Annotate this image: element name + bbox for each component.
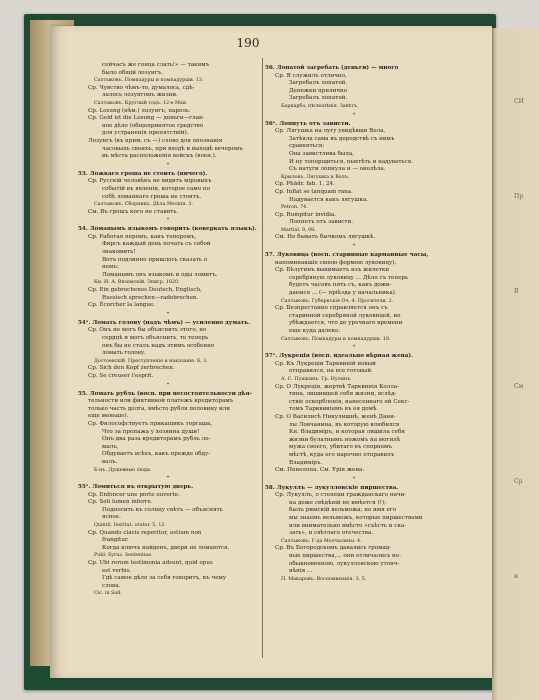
- citation-source: Cic. in Sall.: [94, 591, 122, 597]
- page-number: 190: [236, 36, 260, 50]
- entry-line: Онъ два раза кредиторамъ рубль ло-: [102, 436, 211, 443]
- entry-line: событій въ явленіи, которое само по: [102, 185, 210, 192]
- entry-line: Ср. Geld ist die Losung — деньги—глав-: [88, 115, 205, 122]
- entry-line: Ломанымъ онъ языкомъ и оды ломитъ.: [102, 271, 218, 278]
- entry-line: Лозунгъ (въ прим. съ —) слово для опознанія: [88, 137, 223, 144]
- entry-line: жизни булатнымъ ножомъ на могилѣ: [289, 436, 401, 443]
- entry-line: Ср. Enfoncer une porte ouverte.: [88, 491, 180, 498]
- entry-line: См. Не быватъ бычкомъ лягушкѣ.: [275, 234, 376, 241]
- citation-source: Салтыковъ. Губернскія Оч. 4. Просители. 2.: [281, 298, 394, 304]
- entry-line: Что за пропажа у хозяина души!: [102, 428, 200, 435]
- entry-line: est verbis.: [102, 567, 132, 574]
- entry-line: Загребалъ лопатой.: [289, 80, 348, 87]
- entry-line: Ср. Къ Лукреціи Тарквиній новый: [275, 360, 376, 367]
- entry-line: слова.: [102, 582, 121, 589]
- facing-page-fragment: См: [514, 383, 524, 390]
- entry-line: Ср. Ubi rerum testimonia adsunt, quid opus: [88, 560, 213, 567]
- entry-line: для устраненія препятствій).: [102, 130, 189, 137]
- separator-asterisk: *: [352, 344, 356, 351]
- facing-page-fragment: Пр: [514, 193, 524, 200]
- entry-line: Ср. Бѣлугинъ вынимаетъ изъ жилетки: [275, 267, 390, 274]
- separator-asterisk: *: [166, 217, 170, 224]
- entry-line: Ср. Работая перомъ, какъ топоромъ,: [88, 233, 197, 240]
- citation-source: Quintil. Institut. orator. 5, 12.: [94, 523, 166, 529]
- separator-asterisk: *: [166, 161, 170, 168]
- entry-line: немъ:: [102, 264, 119, 271]
- citation-source: Салтыковъ. Помпадуры и помпадурши. 13.: [94, 78, 204, 84]
- entry-line: Надувается какъ лягушка.: [289, 196, 369, 203]
- entry-line: Загребалъ лопатой.: [289, 95, 348, 102]
- entry-line: Ср. Ein gebrochenes Deutsch, Englisch,: [88, 287, 202, 294]
- entry-line: тина, лишившей себя жизни, вслѣд-: [289, 391, 397, 398]
- entry-line: Ср. Лукуллъ, о степени гражданскаго начи-: [275, 492, 407, 499]
- entry-line: ствіе оскорбленія, нанесеннаго ей Секс-: [289, 398, 410, 405]
- entry-line: старинной серебряной луковицей, но: [289, 312, 401, 319]
- entry-line: Ср. Écorcher la langue.: [88, 302, 156, 309]
- entry-line: серебряную луковицу ... Дѣло съ теперь: [289, 274, 409, 281]
- citation-source: А. С. Пушкинъ. Гр. Нулинъ.: [281, 376, 352, 382]
- entry-line: онъ бы не сталъ надъ этимъ особенно: [102, 342, 215, 349]
- citation-source: Кн. И. А. Вяземскій. Эпигр. 1820.: [94, 280, 180, 286]
- entry-line: Затѣяла сама въ дородствѣ съ нимъ: [289, 135, 395, 142]
- entry-line: въ мѣста расположенія войскъ (воен.).: [102, 153, 217, 160]
- entry-heading: 53. Ложкаго гроша не стоить (ничего).: [78, 170, 208, 177]
- entry-line: Ср. Quando clavis reperitur, ostium non: [88, 529, 202, 536]
- entry-line: Ср. Se creuser l'esprit.: [88, 372, 154, 379]
- entry-line: Ср. Sich den Kopf zerbrechen.: [88, 365, 175, 372]
- entry-line: Вотъ подлинно пришлось сказать о: [102, 256, 208, 263]
- facing-page-fragment: СИ: [514, 98, 524, 105]
- entry-line: сердцѣ и могъ объяснить, то теперь: [102, 335, 209, 341]
- entry-line: Лопнетъ отъ зависти.: [289, 219, 354, 226]
- entry-line: Ср. Чувство чѣмъ-то, думалось, сдѣ-: [88, 84, 195, 91]
- entry-heading: 55ᵃ. Ломиться въ открытую дверь.: [78, 484, 194, 491]
- citation-source: Достоевскій. Преступленіе и наказаніе. 6, 3.: [94, 358, 208, 364]
- entry-line: Гдѣ самое дѣло за себя говоритъ, къ чему: [102, 575, 227, 582]
- entry-line: будетъ часовъ пять съ, какъ дожи-: [289, 282, 392, 289]
- facing-page-fragment: В: [514, 288, 519, 295]
- entry-heading: 54ᵃ. Ломать голову (надъ чѣмъ) — усиленно думать.: [78, 319, 251, 326]
- entry-line: себѣ ломаннаго гроша не стоитъ.: [102, 193, 202, 200]
- entry-line: Ср. Phädr. fab. 1, 24.: [275, 181, 335, 188]
- entry-line: знакомить!: [102, 249, 136, 256]
- entry-line: было общій лозунгъ.: [102, 69, 164, 76]
- entry-heading: 57ᵃ. Лукреція (восп. идеально вѣрная жена).: [265, 353, 413, 360]
- entry-line: только часть долга, вмѣсто рубля половину или: [88, 405, 231, 412]
- entry-heading: 57. Луковица (восп. старинные карманные часы,: [265, 252, 429, 259]
- entry-line: лалось лозунгомъ жизни.: [102, 92, 178, 99]
- citation-source: Publ. Syrus. Sententiae.: [94, 553, 153, 559]
- entry-line: Денежки прилично: [289, 87, 348, 94]
- entry-line: См. Въ грошъ кого не ставить.: [88, 208, 179, 215]
- entry-heading: 54. Ломанымъ языкомъ говорить (коверкать языкъ).: [78, 226, 257, 233]
- entry-line: И ну топорщиться, пыхтѣть и надуваться.: [289, 158, 413, 165]
- separator-asterisk: *: [166, 310, 170, 317]
- entry-heading: 56. Лопатой загребать (деньги) — много: [265, 65, 399, 71]
- entry-line: Ср. Soli lumen inferre.: [88, 499, 153, 506]
- entry-line: Подносить къ солнцу свѣтъ — объяснять: [102, 506, 223, 513]
- citation-source: Martial. 9, 98.: [281, 227, 316, 233]
- entry-line: ное дѣло (общепринятое средство: [102, 122, 204, 129]
- right-column: [265, 62, 443, 583]
- citation-source: Салтыковъ. Помпадуры и помпадурши. 18.: [281, 336, 391, 342]
- entry-line: frangitur.: [102, 537, 129, 544]
- column-divider: [262, 58, 263, 658]
- entry-line: валъ.: [102, 458, 118, 465]
- citation-source: Баркарбэ, пѣснопѣнія. Завѣтъ.: [281, 103, 359, 109]
- entry-line: Она завистлива была,: [289, 150, 354, 157]
- entry-line: ясное.: [102, 514, 121, 521]
- entry-line: Ср. Философствуетъ прикащикъ торгаша,: [88, 420, 213, 427]
- entry-line: нѣнія ...: [289, 568, 313, 575]
- citation-source: Салтыковъ. Круглый годъ. 12-е Мая.: [94, 100, 188, 106]
- entry-line: обыкновенною, лукулловскою утонч-: [289, 560, 400, 567]
- entry-line: или внимательно вмѣсто «съѣсть и ска-: [289, 522, 407, 529]
- citation-source: Б-нъ. Душевные люди.: [94, 467, 152, 473]
- entry-line: отправился, на все готовый.: [289, 368, 373, 375]
- entry-line: напоминавшіе своею формою луковицу).: [275, 259, 397, 266]
- entry-line: Когда ключъ найденъ, двери не ломаются.: [102, 544, 230, 551]
- entry-line: былъ римскій вельможа; но имя его: [289, 507, 397, 514]
- entry-line: Ср. О Лукреціи, жертвѣ Тарквинія Колла-: [275, 383, 400, 390]
- entry-line: Кн. Владиміръ, и которая лишила себя: [289, 429, 405, 436]
- entry-heading: 58. Лукуллъ — лукулловскіе пиршества.: [265, 484, 399, 491]
- entry-line: сейчасъ же гонца слать!» — такимъ: [102, 62, 210, 68]
- entry-line: даемся ... (— пріѣзда у начальника).: [289, 290, 397, 297]
- entry-line: Ср. Онъ не могъ бы объяснить этого, но: [88, 327, 207, 334]
- entry-line: сравняться;: [289, 143, 325, 150]
- entry-line: мѣстѣ, куда его нарочно отправилъ: [289, 451, 395, 458]
- entry-line: См. Пенелопа. См. Урія жена.: [275, 467, 365, 474]
- entry-line: Ср. Я служилъ отлично,: [275, 72, 347, 79]
- entry-heading: 56ᵃ. Лопнуть отъ зависти.: [265, 120, 351, 127]
- entry-line: Ср. Losung (нѣм.) лозунгъ, пароль.: [88, 107, 191, 114]
- entry-line: малъ,: [102, 443, 119, 450]
- entry-line: Владиміръ.: [289, 459, 323, 466]
- entry-line: тельности или фиктивной платежъ кредиторамъ: [88, 398, 234, 405]
- entry-line: Ср. Rumpitur invidia.: [275, 211, 337, 218]
- citation-source: Салтыковъ. Г-да Молчалины. 4.: [281, 538, 362, 544]
- entry-line: часовыхъ своихъ, при входѣ и выходѣ вечеромъ: [102, 145, 243, 152]
- entry-line: Ср. Inflat se tanquam rana.: [275, 188, 353, 195]
- entry-line: Ср. Лягушка на лугу увидѣвши Вола,: [275, 128, 386, 135]
- entry-line: Ср. Безпрестанно справляется онъ съ: [275, 305, 388, 312]
- entry-line: Ср. О Василисѣ Никулишнѣ, женѣ Дани-: [275, 413, 396, 420]
- separator-asterisk: *: [166, 475, 170, 482]
- facing-page-fragment: Ср: [514, 478, 523, 485]
- entry-line: убѣждается, что до урочнаго времени: [289, 320, 403, 327]
- entry-line: ломать голову.: [102, 350, 146, 357]
- separator-asterisk: *: [166, 381, 170, 388]
- entry-line: Ср. Русскій человѣкъ не видитъ міровыхъ: [88, 178, 212, 185]
- entry-heading: 55. Ломать рубль (восп. при несостоятельности дѣя-: [78, 390, 252, 397]
- entry-line: Съ натуги лопнула и — околѣла.: [289, 166, 386, 173]
- citation-source: Салтыковъ. Сборникъ. Дѣла Мелкія. 3.: [94, 202, 193, 208]
- entry-line: Ср. Въ Богородскомъ давались громад-: [275, 545, 392, 552]
- citation-source: Petron. 74.: [281, 205, 308, 211]
- facing-page-edge: [492, 28, 539, 700]
- entry-line: зать», и свѣтлаго отечества.: [289, 530, 373, 537]
- entry-line: ные пиршества,... они отличались не-: [289, 553, 401, 560]
- separator-asterisk: *: [352, 111, 356, 118]
- entry-line: еще куда далеко.: [289, 328, 341, 334]
- entry-line: на доже свѣдѣній не имѣется (!);: [289, 499, 386, 506]
- entry-line: Russisch sprechen—radebrechen.: [102, 294, 199, 301]
- entry-line: мужа своего, убитаго въ спорномъ: [289, 444, 392, 451]
- entry-line: томъ Тарквиніемъ въ ея домѣ.: [289, 406, 379, 413]
- entry-line: мы знаемъ вельможъ, которые пиршествами: [289, 515, 423, 522]
- entry-line: Обдуваетъ всѣхъ, какъ прежде обду-: [102, 451, 211, 458]
- entry-line: еще меньше).: [88, 413, 129, 420]
- separator-asterisk: *: [352, 243, 356, 250]
- citation-source: П. Макаровъ. Воспоминанія. 3, 5.: [281, 576, 367, 582]
- facing-page-fragment: и: [514, 573, 518, 580]
- separator-asterisk: *: [352, 475, 356, 482]
- entry-line: лы Ловчанина, въ которую влюбился: [289, 421, 400, 428]
- left-column: [78, 62, 258, 598]
- citation-source: Крыловъ. Лягушка и Волъ.: [281, 174, 350, 180]
- entry-line: Фирсъ каждый день почать съ собой: [102, 241, 211, 248]
